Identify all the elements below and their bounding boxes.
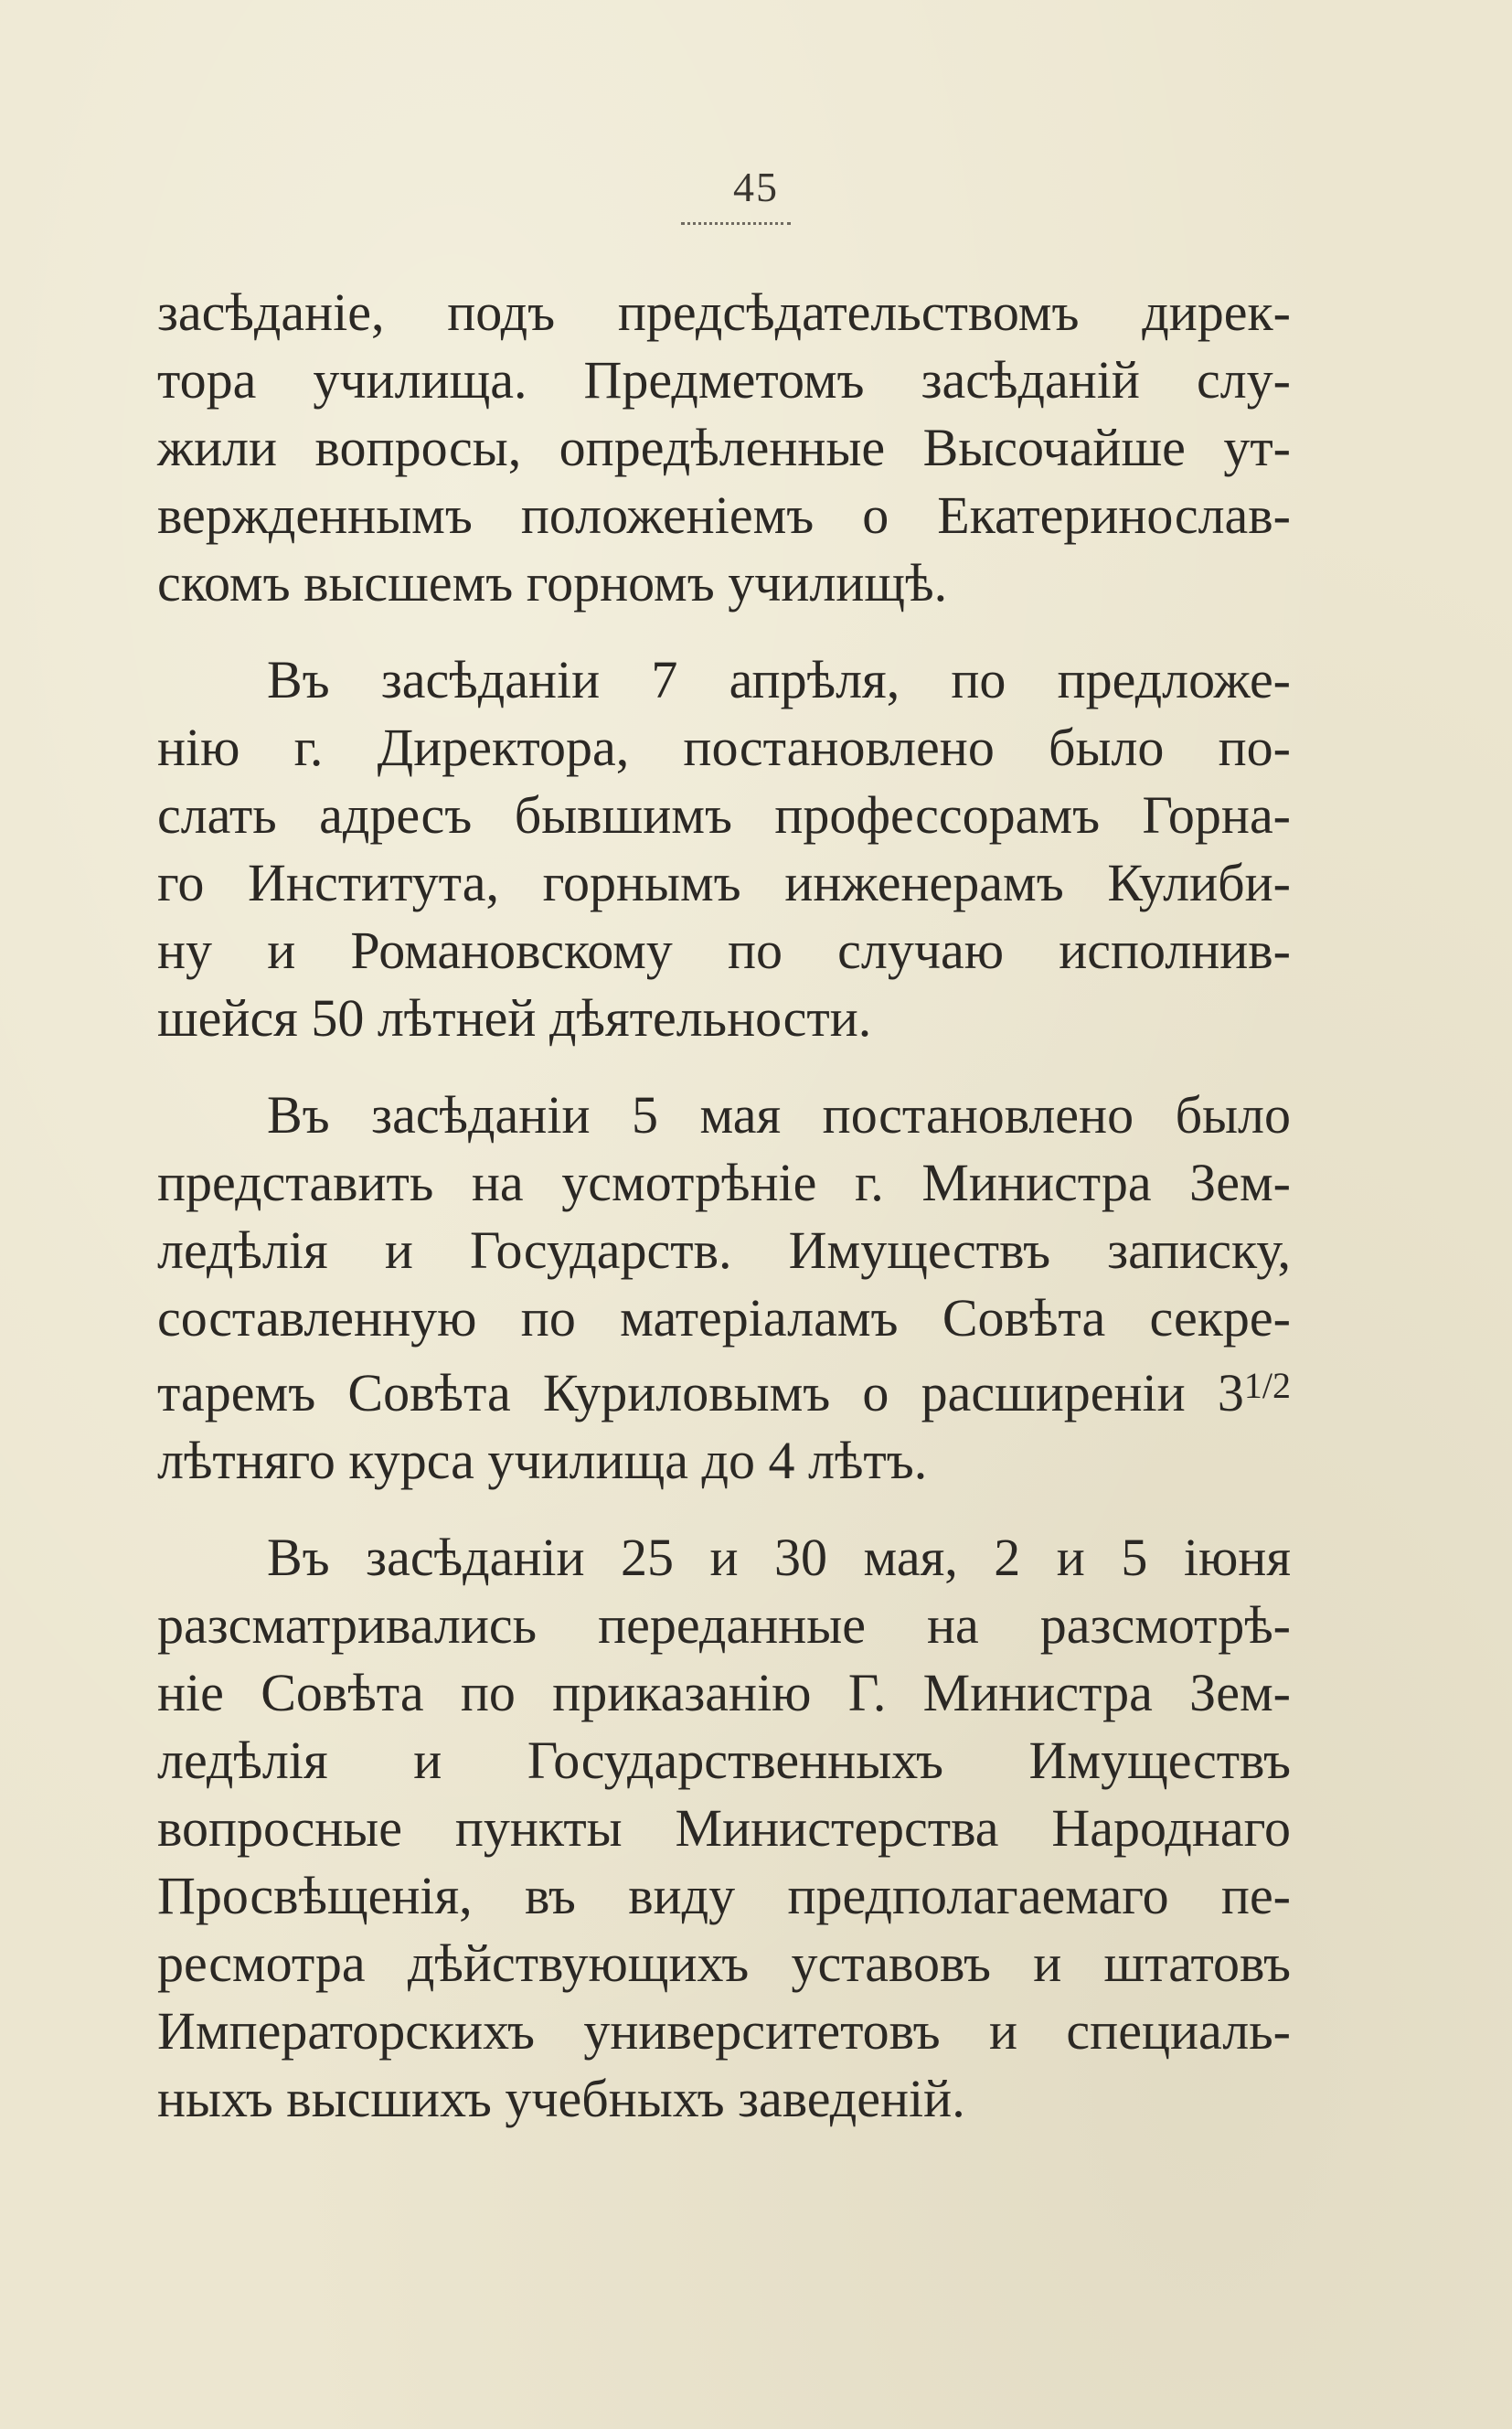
text-line: нію г. Директора, постановлено было по-: [157, 718, 1291, 777]
text-line: Въ засѣданіи 7 апрѣля, по предложе-: [267, 650, 1291, 709]
text-line: Императорскихъ университетовъ и специаль-: [157, 2001, 1291, 2061]
text-line: го Института, горнымъ инженерамъ Кулиби-: [157, 853, 1291, 912]
paragraph-1: [157, 279, 1291, 617]
text-line: ніе Совѣта по приказанію Г. Министра Зем-: [157, 1663, 1291, 1722]
fraction-superscript: 1/2: [1243, 1365, 1291, 1406]
text-line: Просвѣщенія, въ виду предполагаемаго пе-: [157, 1866, 1291, 1925]
text-line: Въ засѣданіи 5 мая постановлено было: [267, 1085, 1291, 1145]
text-line: тора училища. Предметомъ засѣданій слу-: [157, 350, 1291, 410]
paragraph-4: [157, 1524, 1291, 2133]
paragraph-2: [157, 646, 1291, 1052]
text-line: ресмотра дѣйствующихъ уставовъ и штатовъ: [157, 1934, 1291, 1993]
text-line: засѣданіе, подъ предсѣдательствомъ дирек-: [157, 282, 1291, 342]
text-line: скомъ высшемъ горномъ училищѣ.: [157, 553, 948, 613]
text-line: представить на усмотрѣніе г. Министра Зем-: [157, 1153, 1291, 1212]
text-line: ледѣлія и Государственныхъ Имуществъ: [157, 1731, 1291, 1790]
text-line: слать адресъ бывшимъ профессорамъ Горна-: [157, 785, 1291, 845]
paragraph-3: [157, 1081, 1291, 1495]
text-line: составленную по матеріаламъ Совѣта секре-: [157, 1288, 1291, 1348]
text-line: лѣтняго курса училища до 4 лѣтъ.: [157, 1431, 928, 1490]
text-line: жили вопросы, опредѣленные Высочайше ут-: [157, 418, 1291, 477]
text-line: ледѣлія и Государств. Имуществъ записку,: [157, 1220, 1291, 1280]
text-line: шейся 50 лѣтней дѣятельности.: [157, 988, 872, 1048]
text-line: разсматривались переданные на разсмотрѣ-: [157, 1595, 1291, 1655]
text-line-segment: таремъ Совѣта Куриловымъ о расширеніи 3: [157, 1363, 1244, 1422]
text-line: Въ засѣданіи 25 и 30 мая, 2 и 5 іюня: [267, 1528, 1291, 1587]
page-number: 45: [733, 164, 779, 210]
body-text: [157, 279, 1291, 2133]
text-line: ну и Романовскому по случаю исполнив-: [157, 921, 1291, 980]
text-line-with-fraction: [157, 1352, 1291, 1427]
text-line: вопросные пункты Министерства Народнаго: [157, 1798, 1291, 1858]
page-number-rule: [681, 222, 791, 225]
text-line: вержденнымъ положеніемъ о Екатеринослав-: [157, 485, 1291, 545]
text-line: ныхъ высшихъ учебныхъ заведеній.: [157, 2069, 965, 2128]
